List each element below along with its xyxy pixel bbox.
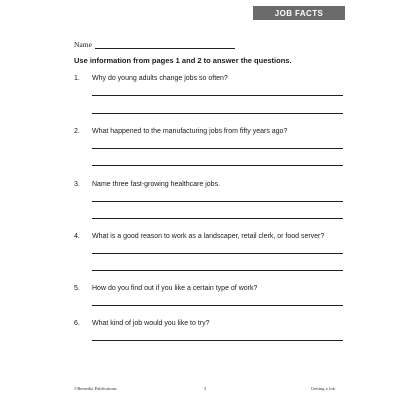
question-text: How do you find out if you like a certain type of work? [92, 285, 258, 292]
question-text: Why do young adults change jobs so often? [92, 75, 228, 82]
question-text: What is a good reason to work as a landscaper, retail clerk, or food server? [92, 233, 325, 240]
name-label: Name [74, 40, 92, 49]
footer-title: Getting a Job [311, 386, 335, 391]
footer-page-number: 3 [204, 386, 207, 391]
question-number: 2. [74, 128, 80, 135]
name-field[interactable] [95, 41, 235, 49]
answer-line[interactable] [92, 218, 343, 219]
question-number: 6. [74, 320, 80, 327]
instructions: Use information from pages 1 and 2 to answer the questions. [74, 56, 292, 65]
answer-line[interactable] [92, 95, 343, 96]
page-title: JOB FACTS [274, 8, 324, 18]
question-number: 1. [74, 75, 80, 82]
question-text: Name three fast-growing healthcare jobs. [92, 181, 221, 188]
answer-line[interactable] [92, 201, 343, 202]
answer-line[interactable] [92, 340, 343, 341]
header-bar [253, 6, 345, 20]
answer-line[interactable] [92, 165, 343, 166]
question-1 [74, 75, 344, 82]
answer-line[interactable] [92, 253, 343, 254]
question-2 [74, 128, 344, 135]
answer-line[interactable] [92, 270, 343, 271]
question-3 [74, 181, 344, 188]
footer-publisher: ©Remedia Publications [74, 386, 117, 391]
question-6 [74, 320, 344, 327]
question-text: What happened to the manufacturing jobs from fifty years ago? [92, 128, 288, 135]
question-5 [74, 285, 344, 292]
question-number: 5. [74, 285, 80, 292]
question-text: What kind of job would you like to try? [92, 320, 210, 327]
answer-line[interactable] [92, 113, 343, 114]
question-4 [74, 233, 344, 240]
answer-line[interactable] [92, 148, 343, 149]
question-number: 3. [74, 181, 80, 188]
answer-line[interactable] [92, 305, 343, 306]
name-row [74, 40, 235, 49]
question-number: 4. [74, 233, 80, 240]
